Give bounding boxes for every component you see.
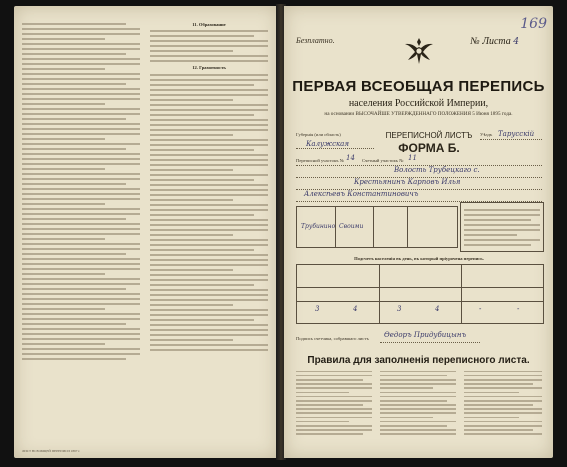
section-heading: 11. Образование xyxy=(192,22,226,27)
notes-box xyxy=(460,202,544,252)
district-label: Переписной участокъ № xyxy=(296,158,345,163)
signature-value: Ѳедоръ Придубицынъ xyxy=(384,331,467,339)
population-count-table xyxy=(296,264,544,324)
count-value-6: - xyxy=(517,305,520,313)
handwritten-line-3: Алексѣевъ Константиновичъ xyxy=(304,190,419,198)
district-value: 14 xyxy=(346,154,355,162)
dwelling-table xyxy=(296,206,458,248)
uezd-label: Уѣздъ xyxy=(480,132,493,137)
gubernia-label: Губернія (или область) xyxy=(296,132,341,137)
form-b-label: ФОРМА Б. xyxy=(398,141,460,155)
sheet-number-hand: 4 xyxy=(513,37,519,47)
count-value: 11 xyxy=(408,154,417,162)
count-value-4: 4 xyxy=(435,305,440,313)
gubernia-value: Калужская xyxy=(306,140,349,148)
rules-column-3 xyxy=(464,368,542,450)
sheet-number-label: № Листа xyxy=(470,36,511,47)
imperial-eagle-icon xyxy=(402,34,436,68)
section-subheading: 12. Грамотность xyxy=(192,65,226,71)
count-value-1: 3 xyxy=(315,305,320,313)
rules-column-1 xyxy=(296,368,372,450)
form-title: ПЕРЕПИСНОЙ ЛИСТЪ xyxy=(385,131,473,140)
table-cell-village: Трубинино xyxy=(301,223,336,230)
rules-column-2 xyxy=(380,368,456,450)
archive-number: 169 xyxy=(520,16,547,32)
free-label: Безплатно. xyxy=(296,36,335,45)
sheet-number xyxy=(470,36,519,47)
count-label: Счетный участокъ № xyxy=(362,158,404,163)
count-value-3: 3 xyxy=(397,305,402,313)
count-section-title: Подсчетъ населенія въ день, въ который пріурочена перепись. xyxy=(354,256,484,261)
signature-label: Подпись счетчика, собравшаго листъ xyxy=(296,336,369,341)
document-subtitle-small: на основании ВЫСОЧАЙШЕ УТВЕРЖДЕННАГО ПОЛОЖЕНИЯ 5 Июня 1895 года. xyxy=(324,111,513,117)
uezd-value: Тарусскій xyxy=(498,130,535,138)
handwritten-line-2: Крестьянинъ Карповъ Илья xyxy=(354,178,461,186)
document-title: ПЕРВАЯ ВСЕОБЩАЯ ПЕРЕПИСЬ xyxy=(292,78,545,95)
left-page xyxy=(14,6,278,458)
left-column-2 xyxy=(150,20,268,438)
left-page-footer: ЛИСТ ВСЕОБЩЕЙ ПЕРЕПИСИ 1897 г. xyxy=(22,449,81,453)
document-subtitle: населения Российской Империи, xyxy=(348,98,489,109)
right-page xyxy=(284,6,553,458)
handwritten-line-1: Волость Трубецкаго с. xyxy=(394,166,480,174)
count-value-2: 4 xyxy=(353,305,358,313)
left-column-1 xyxy=(22,20,140,438)
rules-title: Правила для заполненія переписного листа. xyxy=(307,355,530,366)
count-value-5: - xyxy=(479,305,482,313)
table-cell-owner: Своими xyxy=(339,223,364,230)
